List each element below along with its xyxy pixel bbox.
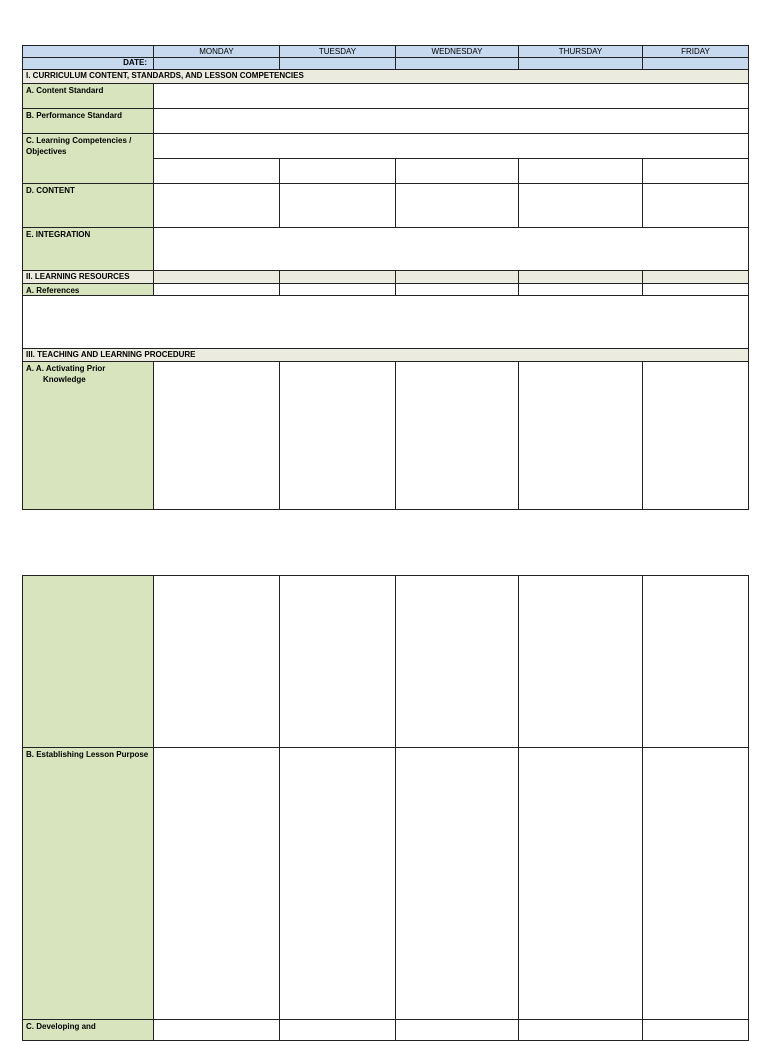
label-content: D. CONTENT: [22, 183, 154, 228]
section-learning-resources: II. LEARNING RESOURCES: [22, 270, 154, 284]
continued-cell-4: [518, 575, 643, 749]
resources-cell-5: [642, 270, 749, 284]
continued-cell-3: [395, 575, 519, 749]
label-establishing-purpose: B. Establishing Lesson Purpose: [22, 747, 154, 1021]
content-cell-5: [642, 183, 749, 228]
developing-cell-2: [279, 1019, 396, 1041]
activating-cell-3: [395, 361, 519, 510]
content-cell-4: [518, 183, 643, 228]
label-developing: C. Developing and: [22, 1019, 154, 1041]
establishing-cell-3: [395, 747, 519, 1021]
developing-cell-4: [518, 1019, 643, 1041]
establishing-cell-5: [642, 747, 749, 1021]
continued-cell-2: [279, 575, 396, 749]
establishing-cell-2: [279, 747, 396, 1021]
continued-cell-1: [153, 575, 280, 749]
label-continued: [22, 575, 154, 749]
resources-cell-4: [518, 270, 643, 284]
section-curriculum: I. CURRICULUM CONTENT, STANDARDS, AND LESSON COMPETENCIES: [22, 69, 749, 84]
header-day-2: TUESDAY: [279, 45, 396, 58]
content-standard-field: [153, 83, 749, 109]
resources-cell-1: [153, 270, 280, 284]
label-activating-prior-knowledge: A. A. Activating Prior Knowledge: [22, 361, 154, 510]
learning-competencies-field: [153, 133, 749, 159]
developing-cell-5: [642, 1019, 749, 1041]
objective-cell-5: [642, 158, 749, 184]
section-teaching-procedure: III. TEACHING AND LEARNING PROCEDURE: [22, 348, 749, 362]
activating-cell-5: [642, 361, 749, 510]
activating-cell-1: [153, 361, 280, 510]
content-cell-3: [395, 183, 519, 228]
establishing-cell-1: [153, 747, 280, 1021]
establishing-cell-4: [518, 747, 643, 1021]
objective-cell-2: [279, 158, 396, 184]
resources-cell-3: [395, 270, 519, 284]
objective-cell-4: [518, 158, 643, 184]
date-label: DATE:: [22, 57, 154, 70]
objective-cell-1: [153, 158, 280, 184]
content-cell-2: [279, 183, 396, 228]
continued-cell-5: [642, 575, 749, 749]
label-integration: E. INTEGRATION: [22, 227, 154, 271]
integration-field: [153, 227, 749, 271]
developing-cell-3: [395, 1019, 519, 1041]
header-day-3: WEDNESDAY: [395, 45, 519, 58]
content-cell-1: [153, 183, 280, 228]
activating-cell-4: [518, 361, 643, 510]
header-day-1: MONDAY: [153, 45, 280, 58]
resources-cell-2: [279, 270, 396, 284]
label-references: A. References: [22, 283, 154, 296]
header-day-5: FRIDAY: [642, 45, 749, 58]
performance-standard-field: [153, 108, 749, 134]
label-performance-standard: B. Performance Standard: [22, 108, 154, 134]
developing-cell-1: [153, 1019, 280, 1041]
references-notes-field: [22, 295, 749, 349]
activating-cell-2: [279, 361, 396, 510]
header-day-4: THURSDAY: [518, 45, 643, 58]
objective-cell-3: [395, 158, 519, 184]
label-content-standard: A. Content Standard: [22, 83, 154, 109]
label-learning-competencies: C. Learning Competencies / Objectives: [22, 133, 154, 184]
